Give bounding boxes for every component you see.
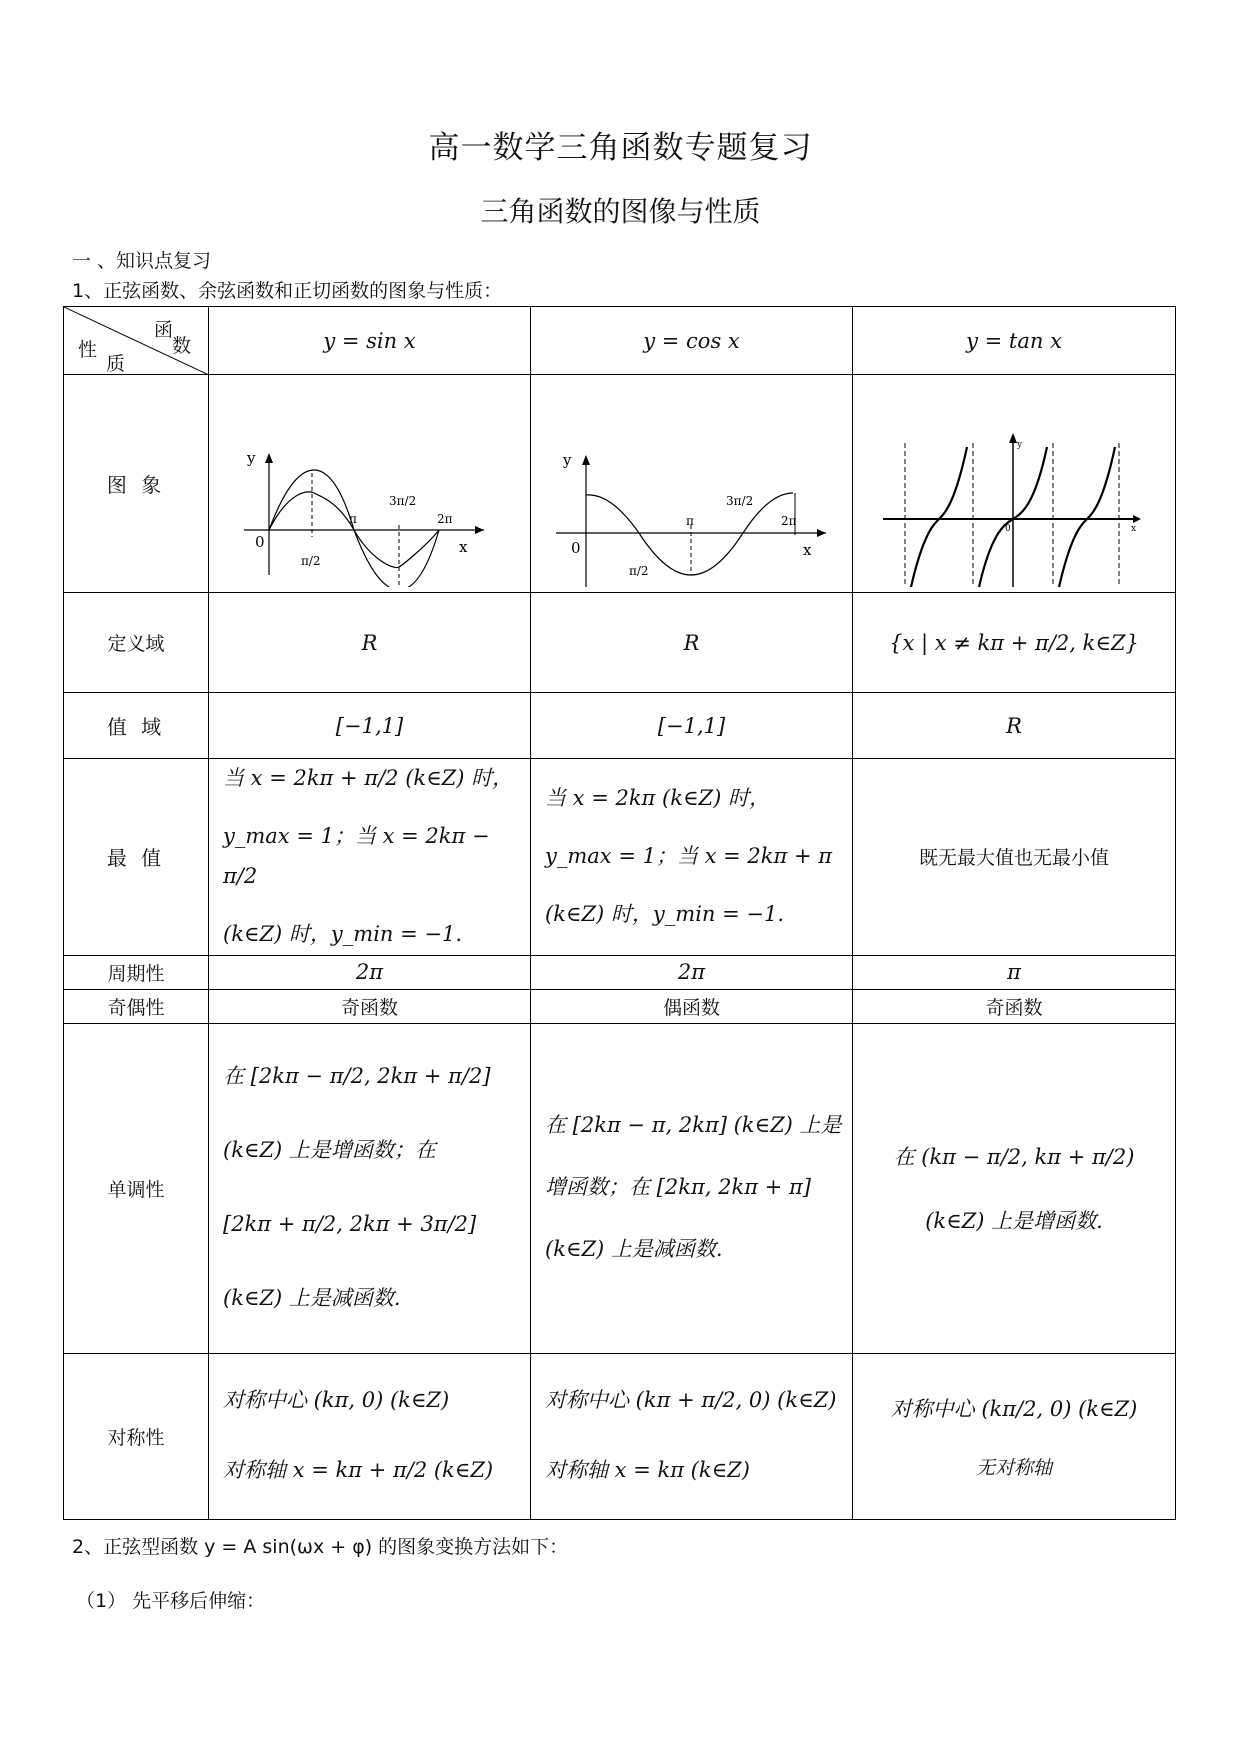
corner-label-a: 函 [154,319,174,341]
sin-2pi-label: 2π [437,512,453,526]
cos-pi-label: π [686,514,694,528]
cos-x-label: x [803,541,812,559]
cos-graph [531,375,853,587]
sin-y-label: y [247,449,256,467]
row-label-sym: 对称性 [64,1353,209,1519]
corner-label-c: 性 [78,339,98,361]
item-2-heading: 2、正弦型函数 y = A sin(ωx + φ) 的图象变换方法如下： [72,1536,569,1558]
cos-y-label: y [563,451,572,469]
row-label-extreme: 最 值 [64,759,209,956]
sym-tan-line-2: 无对称轴 [975,1456,1052,1479]
period-tan: π [853,955,1176,989]
extreme-tan: 既无最大值也无最小值 [853,759,1176,956]
mono-cos [531,1023,853,1353]
extreme-sin-line-1: 当 x = 2kπ + π/2 (k∈Z) 时， [223,766,514,790]
mono-tan-line-1: 在 (kπ − π/2, kπ + π/2) [893,1145,1135,1170]
extreme-sin [209,759,531,956]
extreme-row [64,759,1176,956]
domain-tan: {x | x ≠ kπ + π/2, k∈Z} [853,593,1176,693]
cos-pi2-label: π/2 [629,564,649,578]
mono-cos-line-2: 增函数；在 [2kπ, 2kπ + π] [545,1175,811,1200]
item-2-sub: （1） 先平移后伸缩： [76,1590,266,1612]
header-tan: y = tan x [853,307,1176,375]
extreme-cos-line-2: y_max = 1；当 x = 2kπ + π [545,843,833,868]
mono-sin-line-3: [2kπ + π/2, 2kπ + 3π/2] [223,1212,477,1237]
mono-cos-line-1: 在 [2kπ − π, 2kπ] (k∈Z) 上是 [545,1113,842,1138]
range-cos: [−1,1] [531,693,853,759]
mono-row [64,1023,1176,1353]
parity-tan: 奇函数 [853,989,1176,1023]
page-subtitle: 三角函数的图像与性质 [480,195,761,228]
row-label-parity: 奇偶性 [64,989,209,1023]
sym-sin [209,1353,531,1519]
sym-tan [853,1353,1176,1519]
sin-x-label: x [459,538,468,556]
sin-origin-label: 0 [255,533,265,551]
sym-cos-line-2: 对称轴 x = kπ (k∈Z) [545,1458,750,1483]
corner-cell [64,307,209,375]
tan-graph-cell [853,375,1176,593]
page-title: 高一数学三角函数专题复习 [428,130,813,166]
mono-sin [209,1023,531,1353]
section-heading: 一 、知识点复习 [72,250,212,272]
sym-cos-line-1: 对称中心 (kπ + π/2, 0) (k∈Z) [545,1388,837,1413]
mono-sin-line-1: 在 [2kπ − π/2, 2kπ + π/2] [223,1064,491,1089]
row-label-period: 周期性 [64,955,209,989]
period-cos: 2π [531,955,853,989]
row-label-range: 值 域 [64,693,209,759]
mono-tan-line-2: (k∈Z) 上是增函数. [925,1209,1103,1234]
domain-cos: R [531,593,853,693]
cos-2pi-label: 2π [781,514,797,528]
tan-origin-label: 0 [1005,524,1011,534]
sym-row [64,1353,1176,1519]
row-label-mono: 单调性 [64,1023,209,1353]
extreme-cos [531,759,853,956]
sym-sin-line-1: 对称中心 (kπ, 0) (k∈Z) [223,1388,450,1413]
header-sin: y = sin x [209,307,531,375]
range-tan: R [853,693,1176,759]
graph-row [64,375,1176,593]
parity-row [64,989,1176,1023]
period-row [64,955,1176,989]
mono-sin-line-4: (k∈Z) 上是减函数. [223,1285,401,1310]
range-sin: [−1,1] [209,693,531,759]
cos-origin-label: 0 [571,539,581,557]
header-cos: y = cos x [531,307,853,375]
mono-sin-line-2: (k∈Z) 上是增函数；在 [223,1138,436,1163]
parity-sin: 奇函数 [209,989,531,1023]
tan-x-label: x [1131,524,1137,534]
sin-pi2-label: π/2 [301,554,321,568]
row-label-graph: 图 象 [64,375,209,593]
extreme-cos-line-3: (k∈Z) 时，y_min = −1. [545,901,785,926]
sin-3pi2-label: 3π/2 [389,494,417,508]
header-row [64,307,1176,375]
sin-pi-label: π [349,512,357,526]
domain-sin: R [209,593,531,693]
sym-sin-line-2: 对称轴 x = kπ + π/2 (k∈Z) [223,1458,494,1483]
range-row [64,693,1176,759]
properties-table [63,306,1176,1520]
extreme-sin-line-3: (k∈Z) 时，y_min = −1. [223,921,463,946]
parity-cos: 偶函数 [531,989,853,1023]
mono-cos-line-3: (k∈Z) 上是减函数. [545,1237,723,1261]
item-1-heading: 1、正弦函数、余弦函数和正切函数的图象与性质： [72,280,503,302]
sin-graph-cell [209,375,531,593]
tan-y-label: y [1017,440,1023,450]
tan-graph [853,375,1176,587]
cos-3pi2-label: 3π/2 [726,494,754,508]
row-label-domain: 定义域 [64,593,209,693]
mono-tan [853,1023,1176,1353]
corner-label-d: 质 [106,353,126,375]
sin-graph [209,375,531,587]
sym-cos [531,1353,853,1519]
extreme-sin-line-2: y_max = 1；当 x = 2kπ − π/2 [223,823,490,888]
domain-row [64,593,1176,693]
corner-label-b: 数 [172,335,192,357]
sym-tan-line-1: 对称中心 (kπ/2, 0) (k∈Z) [890,1396,1138,1421]
cos-graph-cell [531,375,853,593]
period-sin: 2π [209,955,531,989]
extreme-cos-line-1: 当 x = 2kπ (k∈Z) 时， [545,785,770,810]
